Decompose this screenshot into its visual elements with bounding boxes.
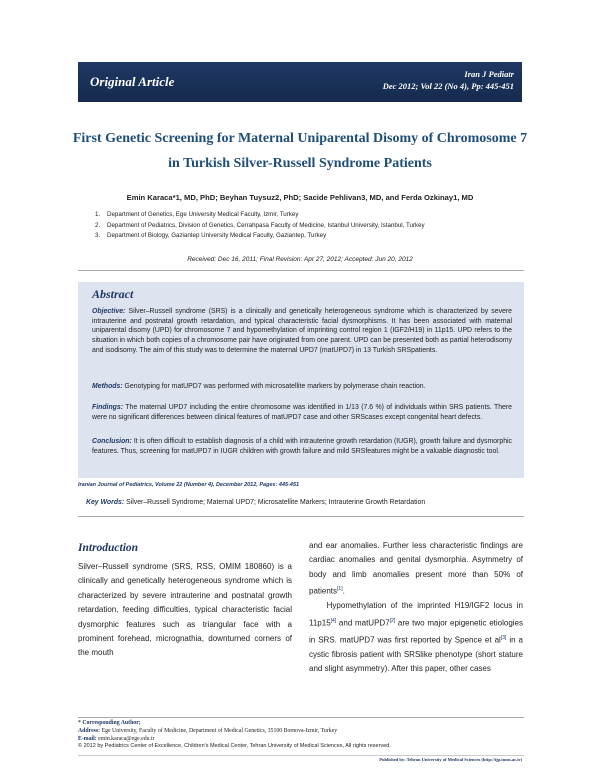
intro-text: are two major epigenetic etiologies in SRS. matUPD7 was first reported by Spence et al: [309, 618, 524, 645]
journal-info: [383, 68, 514, 92]
abstract-methods: [92, 382, 512, 392]
intro-paragraph: Hypomethylation of the imprinted H19/IGF2 locus in 11p15: [309, 601, 523, 628]
divider: [78, 516, 524, 517]
affiliation-item: [95, 221, 535, 232]
affiliation-number: 1.: [95, 211, 101, 218]
intro-heading: Introduction: [78, 542, 139, 554]
abstract-objective: [92, 307, 512, 356]
title-line-1: First Genetic Screening for Maternal Uniparental Disomy of Chromosome 7: [72, 131, 528, 146]
divider: [78, 270, 524, 271]
intro-column-1: Silver–Russell syndrome (SRS, RSS, OMIM 180860) is a clinically and genetically heterogeneous syndrome which is characterized by severe intrauterine and postnatal growth retardation, feeding difficulties, typical characteristic facial dysmorphic features such as triangular face with a prominent forehead, micrognathia, downturned corners of the mouth: [78, 562, 292, 658]
intro-column-2: [309, 539, 523, 677]
findings-text: The maternal UPD7 including the entire chromosome was identified in 1/13 (7.6 %) of individuals within SRS patients. There were no significant differences between clinical features of matUPD7 case and other SRScases except congenital heart defects.: [92, 404, 512, 421]
objective-label: Objective:: [92, 308, 126, 315]
citation-line: Iranian Journal of Pediatrics, Volume 22 (Number 4), December 2012, Pages: 445-451: [78, 482, 300, 488]
section-label: Original Article: [90, 74, 175, 89]
article-title: [60, 126, 540, 176]
methods-label: Methods:: [92, 383, 123, 390]
reference-link[interactable]: [3]: [500, 634, 507, 641]
affiliation-item: [95, 231, 535, 242]
affiliation-text: Department of Pediatrics, Division of Genetics, Cerrahpasa Faculty of Medicine, Istanbul University, Istanbul, Turkey: [107, 221, 425, 229]
intro-paragraph: and ear anomalies. Further less characteristic findings are cardiac anomalies and genital dysmorphia. Asymmetry of body and limb anomalies present more than 50% of patients: [309, 541, 523, 596]
author-list: Emin Karaca*1, MD, PhD; Beyhan Tuysuz2, PhD; Sacide Pehlivan3, MD, and Ferda Ozkinay1, MD: [126, 193, 474, 202]
journal-issue: Dec 2012; Vol 22 (No 4), Pp: 445-451: [382, 81, 514, 91]
affiliation-text: Department of Biology, Gaziantep University Medical Faculty, Gaziantep, Turkey: [107, 232, 327, 239]
objective-text: Silver–Russell syndrome (SRS) is a clinically and genetically heterogeneous syndrome which is characterized by severe intrauterine and postnatal growth retardation, and typical characteristic facial dysmorphisms. It has been associated with maternal uniparental disomy (UPD) for chromosome 7 and hypomethylation of imprinting control region 1 (IGF2/H19) in 11p15. UPD refers to the situation in which both copies of a chromosome pair have originated from one parent. UPD can be presented both as partial heterodisomy and isodisomy. The aim of this study was to determine the maternal UPD7 (matUPD7) in 13 Turkish SRSpatients.: [92, 308, 512, 354]
title-line-2: in Turkish Silver-Russell Syndrome Patients: [168, 156, 432, 171]
journal-name: Iran J Pediatr: [464, 69, 514, 79]
address-label: Address:: [78, 728, 101, 734]
conclusion-label: Conclusion:: [92, 438, 132, 445]
reference-link[interactable]: [2]: [389, 617, 396, 624]
affiliation-number: 2.: [95, 221, 101, 229]
affiliation-item: [95, 210, 535, 221]
conclusion-text: It is often difficult to establish diagnosis of a child with intrauterine growth retardation (IUGR), growth failure and dysmorphic features. Thus, screening for matUPD7 in IUGR children with growth failure and mild SRSfeatures might be a valuable diagnostic tool.: [92, 438, 512, 455]
address-text: Ege University, Faculty of Medicine, Department of Medical Genetics, 35100 Bornova-Izmir, Turkey: [101, 728, 338, 734]
methods-text: Genotyping for matUPD7 was performed with microsatellite markers by polymerase chain reaction.: [124, 383, 426, 390]
keywords-text: Silver–Russell Syndrome; Maternal UPD7; Microsatellite Markers; Intrauterine Growth Retardation: [126, 499, 426, 506]
abstract-conclusion: [92, 437, 512, 456]
publisher-line: Published by: Tehran University of Medical Sciences (http://ijp.tums.ac.ir): [379, 757, 522, 762]
divider: [78, 717, 524, 718]
email-link[interactable]: emin.karaca@ege.edu.tr: [98, 736, 155, 742]
affiliation-number: 3.: [95, 232, 101, 239]
abstract-heading: Abstract: [92, 287, 134, 301]
corresponding-author: [78, 719, 524, 743]
findings-label: Findings:: [92, 404, 124, 411]
keywords-label: Key Words:: [86, 499, 125, 506]
copyright: © 2012 by Pediatrics Center of Excellence, Children's Medical Center, Tehran University of Medical Sciences, All rights reserved.: [78, 743, 391, 749]
received-dates: Received: Dec 16, 2011; Final Revision: Apr 27, 2012; Accepted: Jun 20, 2012: [187, 256, 413, 263]
keywords: [86, 499, 425, 506]
email-label: E-mail:: [78, 736, 97, 742]
reference-link[interactable]: [4]: [330, 617, 337, 624]
intro-text: and matUPD7: [336, 618, 390, 628]
intro-text: in a cystic fibrosis patient with SRSlike phenotype (short stature and slight asymmetry). After this paper, other cases: [309, 635, 523, 674]
abstract-box: [78, 282, 524, 478]
abstract-findings: [92, 403, 512, 422]
intro-text: .: [342, 586, 345, 596]
affiliation-text: Department of Genetics, Ege University Medical Faculty, Izmir, Turkey: [107, 211, 299, 218]
divider: [78, 755, 524, 756]
corr-label: * Corresponding Author;: [78, 720, 141, 726]
journal-banner: [78, 62, 522, 102]
reference-link[interactable]: [1]: [337, 586, 343, 593]
affiliation-list: [95, 210, 535, 242]
